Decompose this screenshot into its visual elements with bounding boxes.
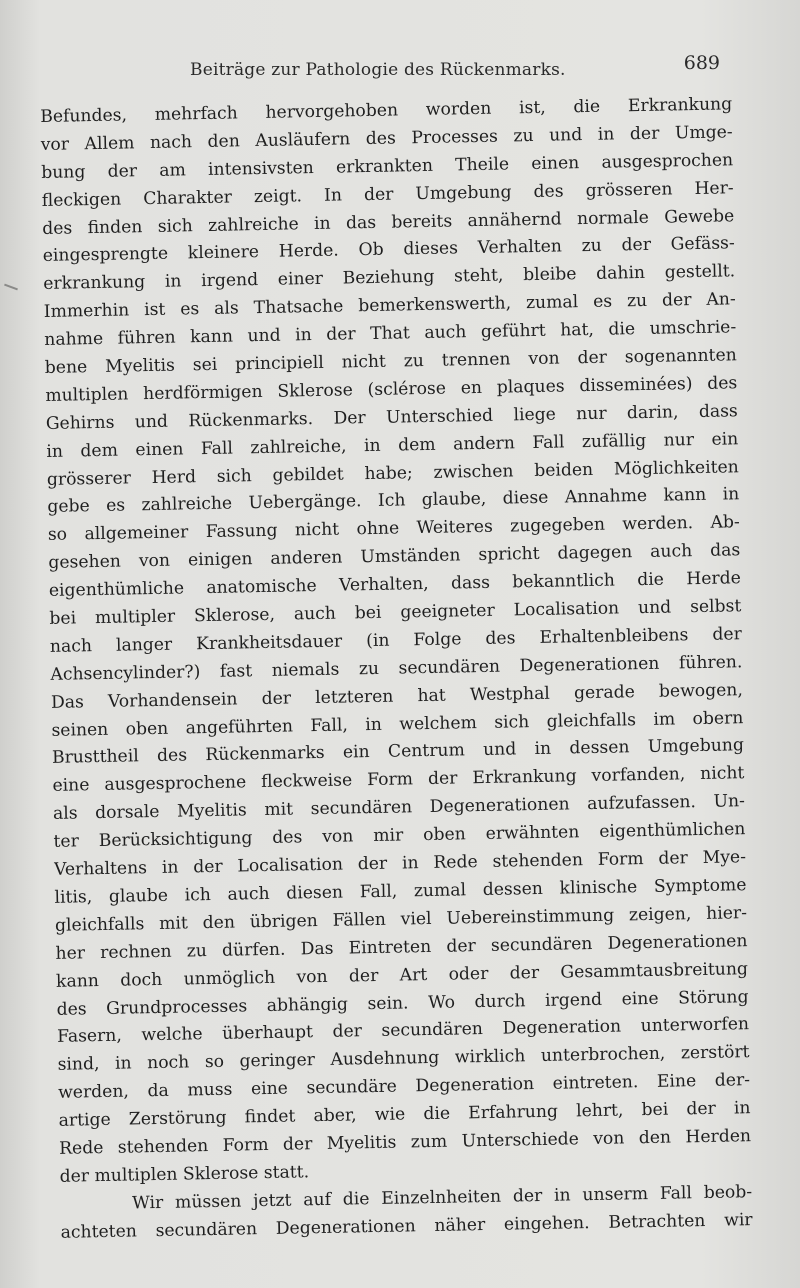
text-line: eigenthümliche anatomische Verhalten, dass bekanntlich die Herde (48, 568, 741, 602)
text-line: als dorsale Myelitis mit secundären Degenerationen aufzufassen. Un- (52, 791, 746, 825)
text-line: artige Zerstörung findet aber, wie die Erfahrung lehrt, bei der in (58, 1098, 751, 1131)
text-line: multiplen herdförmigen Sklerose (sclérose en plaques disseminées) des (45, 373, 738, 406)
text-line: sind, in noch so geringer Ausdehnung wirklich unterbrochen, zerstört (57, 1042, 750, 1076)
text-line: ter Berücksichtigung des von mir oben erwähnten eigenthümlichen (53, 819, 746, 853)
text-line: nach langer Krankheitsdauer (in Folge des Erhaltenbleibens der (49, 624, 743, 657)
running-title: Beiträge zur Pathologie des Rückenmarks. (190, 60, 566, 80)
text-line: achteten secundären Degenerationen näher eingehen. Betrachten wir (60, 1209, 753, 1243)
page-number: 689 (683, 52, 720, 74)
text-line: Fasern, welche überhaupt der secundären Degeneration unterworfen (56, 1014, 750, 1048)
text-line: Immerhin ist es als Thatsache bemerkenswerth, zumal es zu der An- (43, 289, 736, 323)
text-line: kann doch unmöglich von der Art oder der Gesammtausbreitung (55, 958, 749, 992)
text-line: bung der am intensivsten erkrankten Theile einen ausgesprochen (41, 150, 734, 183)
text-line: seinen oben angeführten Fall, in welchem sich gleichfalls im obern (51, 707, 744, 741)
text-line: erkrankung in irgend einer Beziehung steht, bleibe dahin gestellt. (43, 261, 736, 295)
text-line: gleichfalls mit den übrigen Fällen viel Uebereinstimmung zeigen, hier- (54, 903, 748, 936)
text-line: des finden sich zahlreiche in das bereits annähernd normale Gewebe (42, 205, 735, 239)
text-line: Befundes, mehrfach hervorgehoben worden ist, die Erkrankung (40, 94, 733, 127)
text-line: des Grundprocesses abhängig sein. Wo durch irgend eine Störung (56, 986, 749, 1020)
text-line: gebe es zahlreiche Uebergänge. Ich glaube, diese Annahme kann in (47, 484, 740, 518)
text-line: Wir müssen jetzt auf die Einzelnheiten der in unserm Fall beob- (131, 1181, 753, 1214)
text-line: Verhaltens in der Localisation der in Rede stehenden Form der Mye- (53, 847, 747, 880)
text-line: vor Allem nach den Ausläufern des Processes zu und in der Umge- (40, 122, 733, 155)
text-line: eingesprengte kleinere Herde. Ob dieses Verhalten zu der Gefäss- (42, 233, 735, 267)
text-line: Das Vorhandensein der letzteren hat Westphal gerade bewogen, (50, 679, 744, 713)
text-line: gesehen von einigen anderen Umständen spricht dagegen auch das (48, 540, 741, 574)
text-line: Rede stehenden Form der Myelitis zum Unterschiede von den Herden (58, 1126, 752, 1159)
body-text (40, 91, 753, 1247)
text-line: her rechnen zu dürfen. Das Eintreten der secundären Degenerationen (55, 930, 748, 964)
text-line: bene Myelitis sei principiell nicht zu trennen von der sogenannten (44, 345, 737, 378)
text-line: grösserer Herd sich gebildet habe; zwischen beiden Möglichkeiten (46, 456, 739, 490)
text-line: in dem einen Fall zahlreiche, in dem andern Fall zufällig nur ein (46, 428, 739, 462)
text-line: fleckigen Charakter zeigt. In der Umgebung des grösseren Her- (41, 177, 734, 211)
page-header (40, 52, 720, 82)
text-line: werden, da muss eine secundäre Degeneration eintreten. Eine der- (57, 1070, 751, 1104)
margin-mark (4, 284, 18, 291)
text-line: so allgemeiner Fassung nicht ohne Weiteres zugegeben werden. Ab- (47, 512, 740, 546)
text-line: Gehirns und Rückenmarks. Der Unterschied liege nur darin, dass (45, 401, 738, 434)
text-line: nahme führen kann und in der That auch geführt hat, die umschrie- (44, 317, 737, 351)
text-line: der multiplen Sklerose statt. (59, 1162, 310, 1187)
text-line: litis, glaube ich auch diesen Fall, zumal dessen klinische Symptome (54, 875, 747, 908)
text-line: bei multipler Sklerose, auch bei geeigneter Localisation und selbst (49, 596, 742, 629)
text-line: Achsencylinder?) fast niemals zu secundären Degenerationen führen. (50, 652, 743, 685)
text-line: eine ausgesprochene fleckweise Form der Erkrankung vorfanden, nicht (52, 763, 745, 797)
text-line: Brusttheil des Rückenmarks ein Centrum und in dessen Umgebung (51, 735, 745, 769)
